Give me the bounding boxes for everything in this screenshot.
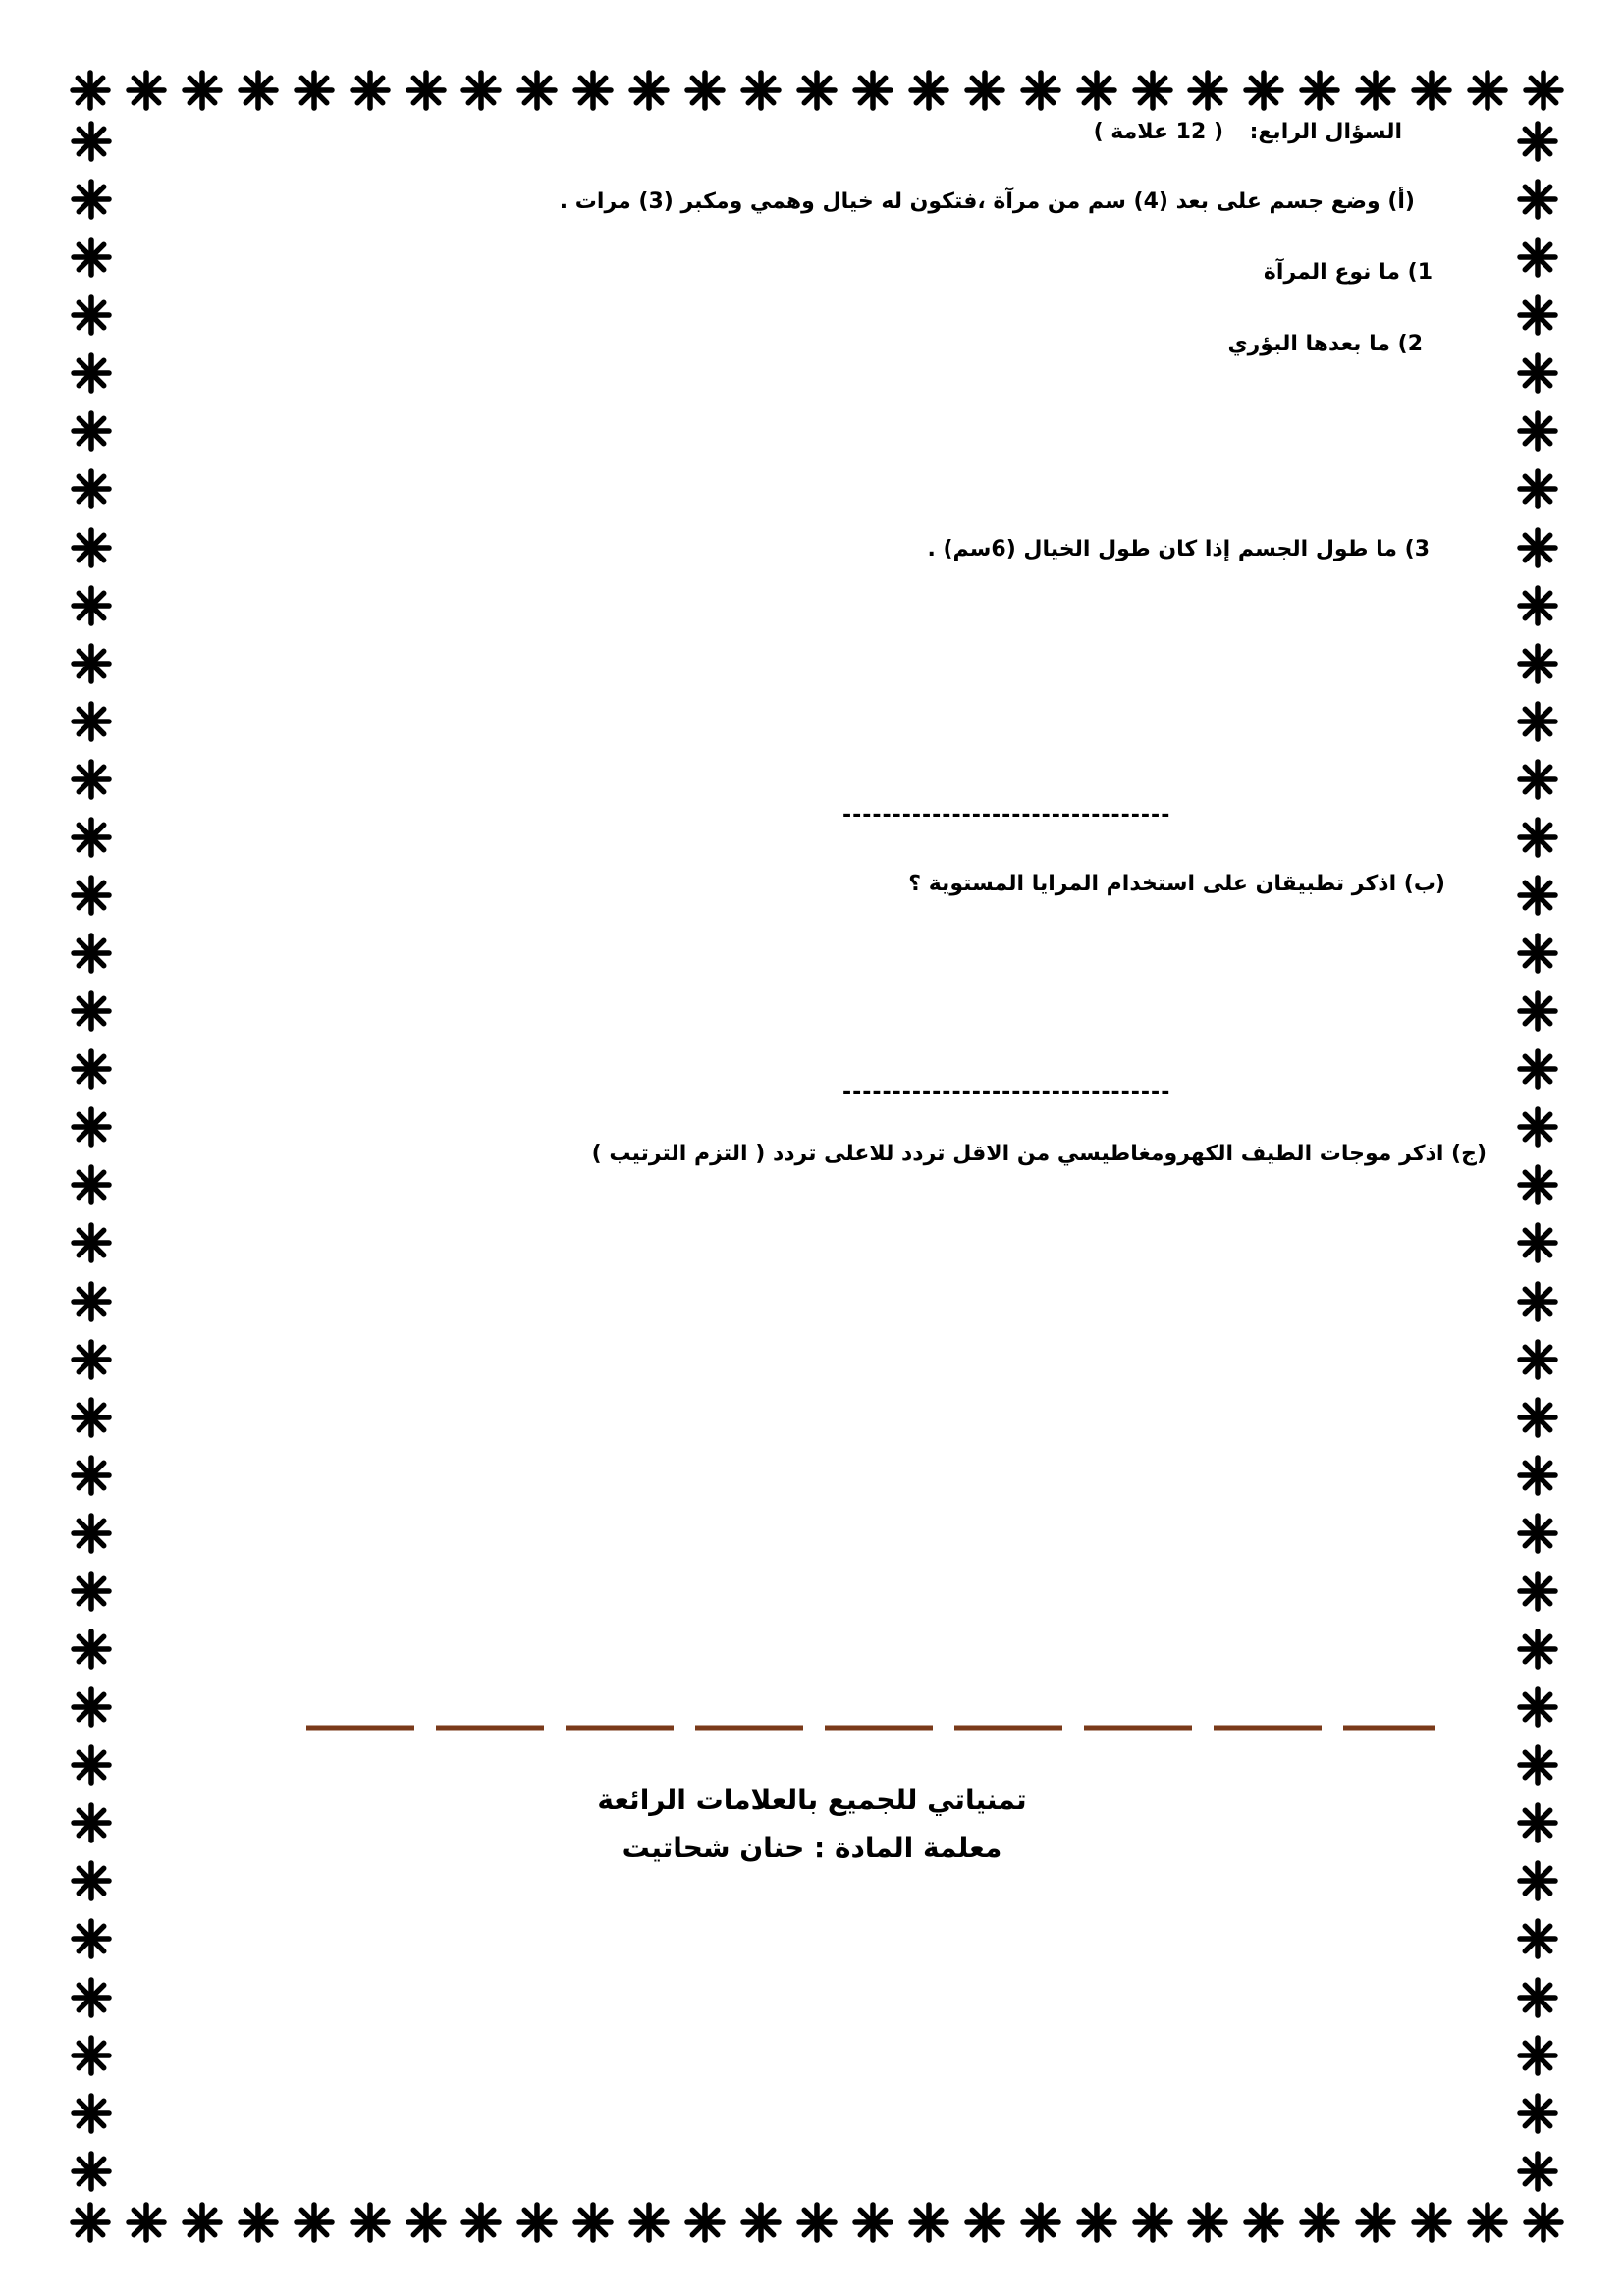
star-ornament-icon [70,1338,113,1381]
star-ornament-icon [1410,69,1453,112]
star-ornament-icon [1298,69,1341,112]
star-ornament-icon [1516,236,1559,279]
star-ornament-icon [1516,526,1559,569]
star-ornament-icon [70,1859,113,1902]
star-ornament-icon [851,69,894,112]
star-ornament-icon [1019,2201,1062,2244]
part-a-sub1: 1) ما نوع المرآة [1263,260,1433,285]
star-ornament-icon [571,69,615,112]
star-ornament-icon [571,2201,615,2244]
star-ornament-icon [1516,351,1559,395]
part-a-sub3: 3) ما طول الجسم إذا كان طول الخيال (6سم) . [927,537,1430,561]
star-ornament-icon [515,69,559,112]
star-ornament-icon [70,409,113,453]
star-ornament-icon [1516,932,1559,975]
star-ornament-icon [515,2201,559,2244]
star-ornament-icon [1466,69,1509,112]
star-ornament-icon [739,69,783,112]
star-ornament-icon [70,236,113,279]
part-b-text: (ب) اذكر تطبيقان على استخدام المرايا المستوية ؟ [908,872,1445,896]
star-ornament-icon [683,69,727,112]
star-ornament-icon [1516,294,1559,337]
star-ornament-icon [293,2201,336,2244]
star-ornament-icon [907,69,950,112]
star-ornament-icon [1298,2201,1341,2244]
star-ornament-icon [1522,69,1565,112]
star-ornament-icon [1186,2201,1229,2244]
star-ornament-icon [70,758,113,801]
star-ornament-icon [1516,2034,1559,2077]
star-ornament-icon [293,69,336,112]
border-left [62,120,121,2193]
star-ornament-icon [1516,874,1559,917]
star-ornament-icon [70,2034,113,2077]
footer-wish: تمنياتي للجميع بالعلامات الرائعة [597,1784,1027,1816]
question-marks: ( 12 علامة ) [1093,120,1223,144]
star-ornament-icon [1516,1976,1559,2019]
border-bottom [69,2193,1565,2252]
star-ornament-icon [1516,1859,1559,1902]
star-ornament-icon [1075,69,1118,112]
star-ornament-icon [1516,120,1559,163]
star-ornament-icon [1516,1454,1559,1497]
star-ornament-icon [1242,69,1285,112]
star-ornament-icon [70,1570,113,1613]
star-ornament-icon [1516,816,1559,859]
star-ornament-icon [1516,584,1559,627]
footer-divider [306,1725,1435,1731]
star-ornament-icon [1516,1338,1559,1381]
star-ornament-icon [1019,69,1062,112]
star-ornament-icon [1242,2201,1285,2244]
star-ornament-icon [851,2201,894,2244]
star-ornament-icon [683,2201,727,2244]
star-ornament-icon [1516,1743,1559,1787]
star-ornament-icon [349,69,392,112]
star-ornament-icon [70,816,113,859]
star-ornament-icon [1516,1105,1559,1148]
star-ornament-icon [1186,69,1229,112]
footer-teacher: معلمة المادة : حنان شحاتيت [622,1832,1002,1864]
star-ornament-icon [1516,1280,1559,1323]
star-ornament-icon [1516,1047,1559,1091]
star-ornament-icon [1131,2201,1174,2244]
part-a-text: (أ) وضع جسم على بعد (4) سم من مرآة ،فتكون له خيال وهمي ومكبر (3) مرات . [559,189,1415,214]
star-ornament-icon [70,1396,113,1439]
star-ornament-icon [70,1512,113,1555]
star-ornament-icon [70,1685,113,1729]
star-ornament-icon [1516,1628,1559,1671]
separator-1: --------------------------------- [842,803,1171,828]
star-ornament-icon [349,2201,392,2244]
part-c-text: (ج) اذكر موجات الطيف الكهرومغاطيسي من الاقل تردد للاعلى تردد ( التزم الترتيب ) [591,1142,1487,1166]
star-ornament-icon [70,1047,113,1091]
star-ornament-icon [70,1280,113,1323]
star-ornament-icon [70,584,113,627]
star-ornament-icon [237,69,280,112]
star-ornament-icon [1466,2201,1509,2244]
star-ornament-icon [70,1454,113,1497]
star-ornament-icon [795,69,839,112]
star-ornament-icon [70,294,113,337]
star-ornament-icon [1516,1685,1559,1729]
border-right [1508,120,1567,2193]
part-a-sub2: 2) ما بعدها البؤري [1227,332,1423,356]
star-ornament-icon [70,526,113,569]
star-ornament-icon [70,1976,113,2019]
star-ornament-icon [1516,178,1559,221]
star-ornament-icon [237,2201,280,2244]
star-ornament-icon [69,2201,112,2244]
star-ornament-icon [70,2150,113,2193]
star-ornament-icon [1516,642,1559,685]
star-ornament-icon [70,2092,113,2135]
star-ornament-icon [405,2201,448,2244]
star-ornament-icon [1516,1917,1559,1960]
star-ornament-icon [70,1105,113,1148]
star-ornament-icon [907,2201,950,2244]
star-ornament-icon [1516,1512,1559,1555]
separator-2: --------------------------------- [842,1080,1171,1104]
star-ornament-icon [1516,467,1559,510]
star-ornament-icon [70,351,113,395]
star-ornament-icon [70,1163,113,1206]
star-ornament-icon [1354,69,1397,112]
star-ornament-icon [70,120,113,163]
star-ornament-icon [1131,69,1174,112]
star-ornament-icon [1516,1221,1559,1264]
star-ornament-icon [1410,2201,1453,2244]
star-ornament-icon [70,1917,113,1960]
star-ornament-icon [70,467,113,510]
question-title: السؤال الرابع: [1249,120,1402,144]
star-ornament-icon [70,1221,113,1264]
star-ornament-icon [70,1743,113,1787]
star-ornament-icon [181,69,224,112]
star-ornament-icon [1516,700,1559,743]
star-ornament-icon [70,874,113,917]
star-ornament-icon [1516,409,1559,453]
star-ornament-icon [125,69,168,112]
star-ornament-icon [1516,2092,1559,2135]
star-ornament-icon [739,2201,783,2244]
star-ornament-icon [1516,989,1559,1033]
border-top [69,61,1565,120]
star-ornament-icon [70,932,113,975]
star-ornament-icon [1516,1570,1559,1613]
star-ornament-icon [70,1628,113,1671]
star-ornament-icon [1075,2201,1118,2244]
star-ornament-icon [460,2201,503,2244]
star-ornament-icon [1516,1396,1559,1439]
star-ornament-icon [627,69,671,112]
star-ornament-icon [795,2201,839,2244]
star-ornament-icon [1516,2150,1559,2193]
star-ornament-icon [460,69,503,112]
star-ornament-icon [181,2201,224,2244]
star-ornament-icon [1516,1163,1559,1206]
star-ornament-icon [963,69,1006,112]
star-ornament-icon [125,2201,168,2244]
star-ornament-icon [1522,2201,1565,2244]
star-ornament-icon [405,69,448,112]
star-ornament-icon [70,989,113,1033]
star-ornament-icon [70,178,113,221]
star-ornament-icon [1516,758,1559,801]
star-ornament-icon [69,69,112,112]
star-ornament-icon [1354,2201,1397,2244]
star-ornament-icon [70,642,113,685]
star-ornament-icon [963,2201,1006,2244]
star-ornament-icon [70,700,113,743]
star-ornament-icon [627,2201,671,2244]
